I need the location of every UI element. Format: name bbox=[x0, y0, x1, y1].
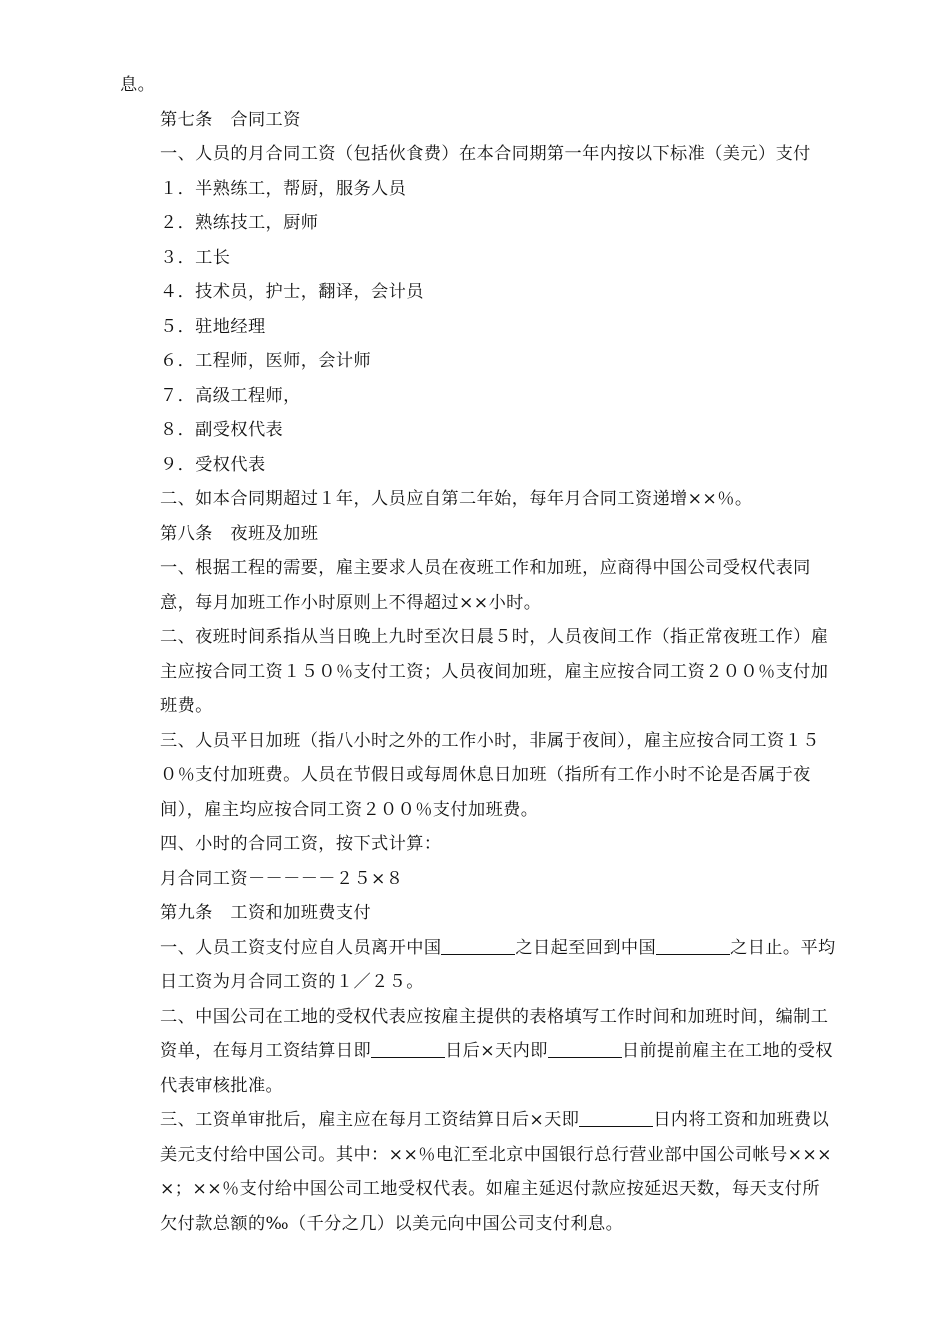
wage-grade-item: ４．技术员，护士，翻译，会计员 bbox=[160, 282, 424, 302]
wage-grade-item: ２．熟练技工，厨师 bbox=[160, 213, 319, 233]
wage-grade-item: ９．受权代表 bbox=[160, 454, 266, 475]
wage-grade-item: ３．工长 bbox=[160, 247, 231, 268]
article-8-heading: 第八条 夜班及加班 bbox=[160, 523, 319, 544]
fill-in-blank[interactable] bbox=[579, 1108, 653, 1127]
clause-text: 日后×天内即 bbox=[445, 1041, 548, 1061]
article-9-heading: 第九条 工资和加班费支付 bbox=[160, 903, 372, 923]
clause-text: 之日起至回到中国 bbox=[515, 937, 657, 958]
document-body bbox=[120, 68, 836, 1241]
article-9-clause-3 bbox=[120, 1103, 836, 1241]
article-9-clause-1 bbox=[120, 931, 836, 1000]
clause-text: 之日止。平均日工资为月合同工资的１／２５。 bbox=[160, 937, 836, 992]
article-9-clause-2 bbox=[120, 1000, 836, 1104]
clause-text: 二、中国公司在工地的受权代表应按雇主提供的表格填写工作时间和加班时间，编制工资单，在每月工资结算日即 bbox=[160, 1006, 829, 1061]
article-8-clause-4: 四、小时的合同工资，按下式计算： bbox=[160, 834, 442, 854]
article-8-clause-1: 一、根据工程的需要，雇主要求人员在夜班工作和加班，应商得中国公司受权代表同意，每月加班工作小时原则上不得超过××小时。 bbox=[160, 558, 811, 613]
article-8-clause-3: 三、人员平日加班（指八小时之外的工作小时，非属于夜间），雇主应按合同工资１５０％支付加班费。人员在节假日或每周休息日加班（指所有工作小时不论是否属于夜间），雇主均应按合同工资２００％支付加班费。 bbox=[160, 730, 820, 820]
wage-grade-item: ５．驻地经理 bbox=[160, 316, 266, 337]
fill-in-blank[interactable] bbox=[441, 936, 515, 955]
wage-grade-item: ８．副受权代表 bbox=[160, 420, 284, 440]
article-8-clause-2: 二、夜班时间系指从当日晚上九时至次日晨５时，人员夜间工作（指正常夜班工作）雇主应按合同工资１５０％支付工资；人员夜间加班，雇主应按合同工资２００％支付加班费。 bbox=[160, 627, 829, 716]
wage-grade-item: １．半熟练工，帮厨，服务人员 bbox=[160, 178, 407, 199]
clause-text: 日内将工资和加班费以美元支付给中国公司。其中：××％电汇至北京中国银行总行营业部中国公司帐号××××；××％支付给中国公司工地受权代表。如雇主延迟付款应按延迟天数，每天支付所欠付款总额的‰（千分之几）以美元向中国公司支付利息。 bbox=[160, 1110, 832, 1234]
clause-text: 日前提前雇主在工地的受权代表审核批准。 bbox=[160, 1041, 833, 1096]
wage-grade-item: ６．工程师，医师，会计师 bbox=[160, 351, 372, 371]
paragraph-continuation: 息。 bbox=[120, 75, 156, 95]
fill-in-blank[interactable] bbox=[548, 1039, 622, 1058]
fill-in-blank[interactable] bbox=[656, 936, 730, 955]
hourly-wage-formula: 月合同工资－－－－－２５×８ bbox=[160, 868, 404, 889]
wage-grade-item: ７．高级工程师， bbox=[160, 385, 301, 406]
article-7-clause-1: 一、人员的月合同工资（包括伙食费）在本合同期第一年内按以下标准（美元）支付 bbox=[160, 144, 811, 164]
clause-text: 三、工资单审批后，雇主应在每月工资结算日后×天即 bbox=[160, 1110, 580, 1130]
clause-text: 一、人员工资支付应自人员离开中国 bbox=[160, 937, 442, 958]
article-7-clause-2: 二、如本合同期超过１年，人员应自第二年始，每年月合同工资递增××％。 bbox=[160, 489, 753, 509]
article-7-heading: 第七条 合同工资 bbox=[160, 109, 301, 130]
fill-in-blank[interactable] bbox=[371, 1039, 445, 1058]
